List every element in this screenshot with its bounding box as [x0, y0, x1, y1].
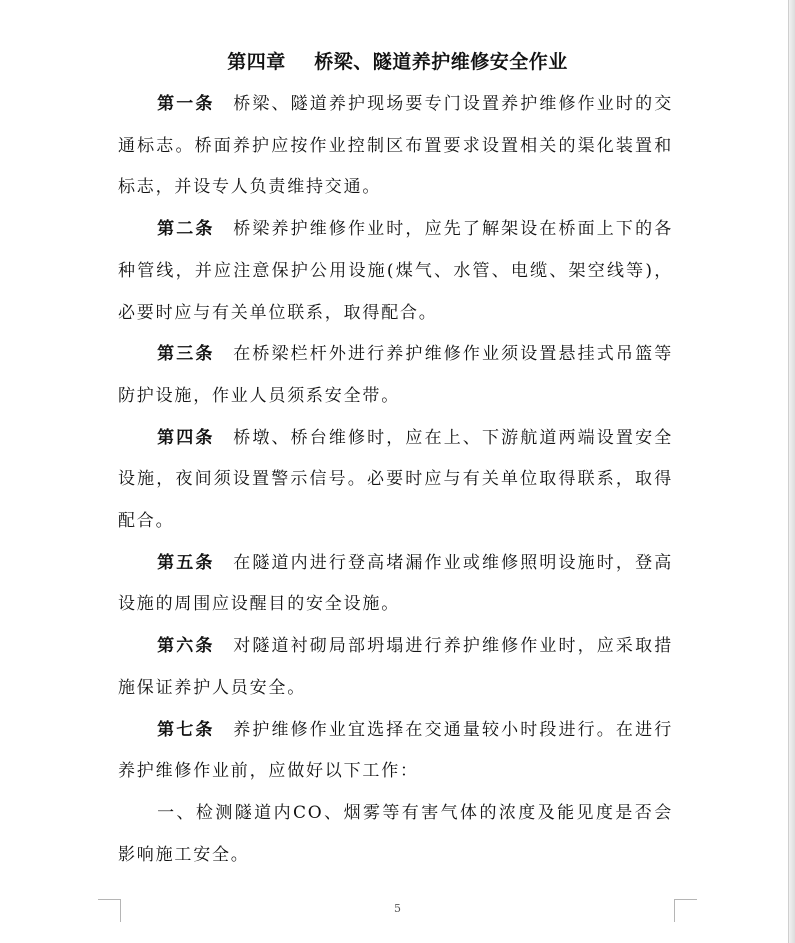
article-text: 桥梁、隧道养护现场要专门设置养护维修作业时的交通标志。桥面养护应按作业控制区布置要求设置相关的渠化装置和标志，并设专人负责维持交通。 [118, 94, 673, 198]
list-item: 一、检测隧道内CO、烟雾等有害气体的浓度及能见度是否会影响施工安全。 [118, 802, 673, 865]
body-text [118, 84, 673, 876]
article-3 [118, 334, 673, 417]
article-number: 第五条 [157, 552, 215, 573]
article-2 [118, 209, 673, 334]
article-number: 第二条 [157, 219, 215, 240]
article-text: 对隧道衬砌局部坍塌进行养护维修作业时，应采取措施保证养护人员安全。 [118, 636, 673, 698]
article-number: 第六条 [157, 636, 215, 657]
article-6 [118, 626, 673, 709]
article-number: 第一条 [157, 94, 215, 114]
article-text: 在隧道内进行登高堵漏作业或维修照明设施时，登高设施的周围应设醒目的安全设施。 [118, 552, 673, 615]
article-5 [118, 543, 673, 626]
article-7 [118, 710, 673, 793]
article-number: 第三条 [157, 344, 215, 365]
article-number: 第四条 [157, 427, 215, 448]
article-1 [118, 84, 673, 209]
chapter-title: 第四章 桥梁、隧道养护维修安全作业 [227, 51, 568, 73]
article-text: 桥梁养护维修作业时，应先了解架设在桥面上下的各种管线，并应注意保护公用设施(煤气、水管、电缆、架空线等)，必要时应与有关单位联系，取得配合。 [118, 219, 673, 323]
article-text: 桥墩、桥台维修时，应在上、下游航道两端设置安全设施，夜间须设置警示信号。必要时应与有关单位取得联系，取得配合。 [118, 427, 673, 532]
article-number: 第七条 [157, 719, 215, 740]
page-corner-mark-right [674, 899, 697, 922]
article-text: 在桥梁栏杆外进行养护维修作业须设置悬挂式吊篮等防护设施，作业人员须系安全带。 [118, 344, 673, 406]
article-4 [118, 418, 673, 543]
window-right-edge [788, 0, 795, 943]
page-number: 5 [394, 902, 401, 915]
article-text: 养护维修作业宜选择在交通量较小时段进行。在进行养护维修作业前，应做好以下工作： [118, 719, 673, 782]
